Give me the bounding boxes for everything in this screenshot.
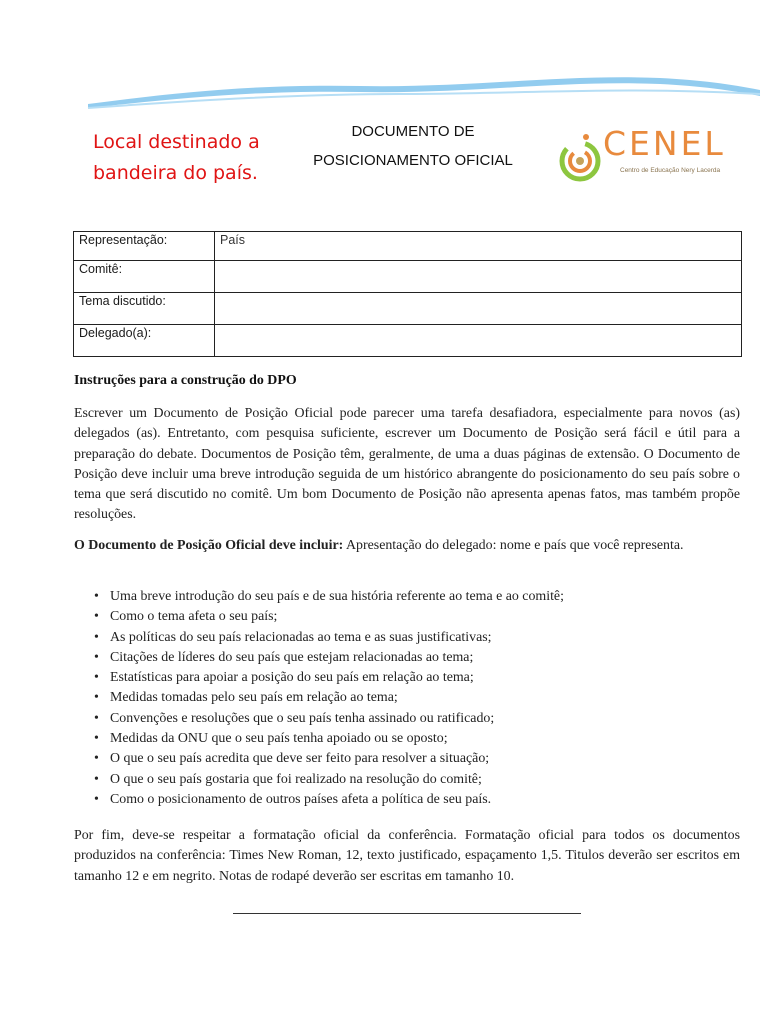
list-item: • Como o tema afeta o seu país; [94, 609, 278, 625]
list-item: • Citações de líderes do seu país que estejam relacionadas ao tema; [94, 649, 474, 665]
must-include-paragraph [74, 536, 740, 556]
closing-paragraph: Por fim, deve-se respeitar a formatação oficial da conferência. Formatação oficial para todos os documentos produzidos na conferência: Times New Roman, 12, texto justificado, espaçamento 1,5. Titulos deverão ser escritos em tamanho 12 e em negrito. Notas de rodapé deverão ser escritas em tamanho 10. [74, 828, 740, 884]
table-row [74, 325, 742, 357]
delegado-label: Delegado(a): [74, 325, 215, 357]
header-wave-decoration [0, 0, 768, 130]
delegate-info-table [73, 231, 742, 357]
document-title-line-1: DOCUMENTO DE [351, 123, 475, 140]
list-item: • O que o seu país gostaria que foi realizado na resolução do comitê; [94, 771, 482, 787]
must-include-text: Apresentação do delegado: nome e país que você representa. [346, 538, 684, 553]
flag-placeholder-line-1: Local destinado a [93, 131, 260, 153]
list-item: • Medidas tomadas pelo seu país em relação ao tema; [94, 690, 398, 706]
list-item: • As políticas do seu país relacionadas ao tema e as suas justificativas; [94, 629, 492, 645]
list-item: • Convenções e resoluções que o seu país tenha assinado ou ratificado; [94, 710, 495, 726]
flag-placeholder [93, 127, 293, 189]
logo-brand-text: CENEL [603, 124, 726, 163]
instructions-heading: Instruções para a construção do DPO [74, 373, 297, 388]
tema-field[interactable] [215, 293, 742, 325]
list-item: • O que o seu país acredita que deve ser feito para resolver a situação; [94, 751, 490, 767]
logo-tagline: Centro de Educação Nery Lacerda [620, 167, 721, 174]
representacao-field[interactable]: País [215, 232, 742, 261]
must-include-label: O Documento de Posição Oficial deve incluir: [74, 538, 344, 553]
document-title-line-2: POSICIONAMENTO OFICIAL [313, 152, 513, 169]
representacao-label: Representação: [74, 232, 215, 261]
cenel-logo-icon [556, 128, 604, 194]
table-row [74, 261, 742, 293]
flag-placeholder-line-2: bandeira do país. [93, 162, 258, 184]
table-row [74, 293, 742, 325]
delegado-field[interactable] [215, 325, 742, 357]
comite-field[interactable] [215, 261, 742, 293]
document-title [288, 117, 538, 175]
list-item: • Medidas da ONU que o seu país tenha apoiado ou se oposto; [94, 731, 448, 747]
list-item: • Uma breve introdução do seu país e de sua história referente ao tema e ao comitê; [94, 589, 564, 604]
requirements-list [94, 587, 744, 810]
signature-line [233, 913, 581, 914]
list-item: • Estatísticas para apoiar a posição do seu país em relação ao tema; [94, 670, 474, 686]
comite-label: Comitê: [74, 261, 215, 293]
list-item: • Como o posicionamento de outros países afeta a política de seu país. [94, 791, 492, 807]
table-row [74, 232, 742, 261]
tema-label: Tema discutido: [74, 293, 215, 325]
intro-paragraph: Escrever um Documento de Posição Oficial pode parecer uma tarefa desafiadora, especialmente para novos (as) delegados (as). Entretanto, com pesquisa suficiente, escrever um Documento de Posição será fácil e útil para a preparação do debate. Documentos de Posição têm, geralmente, de uma a duas páginas de extensão. O Documento de Posição deve incluir uma breve introdução seguida de um histórico abrangente do posicionamento do seu país sobre o tema que será discutido no comitê. Um bom Documento de Posição não apresenta apenas fatos, mas também propõe resoluções. [74, 406, 740, 523]
cenel-logo [556, 126, 736, 196]
